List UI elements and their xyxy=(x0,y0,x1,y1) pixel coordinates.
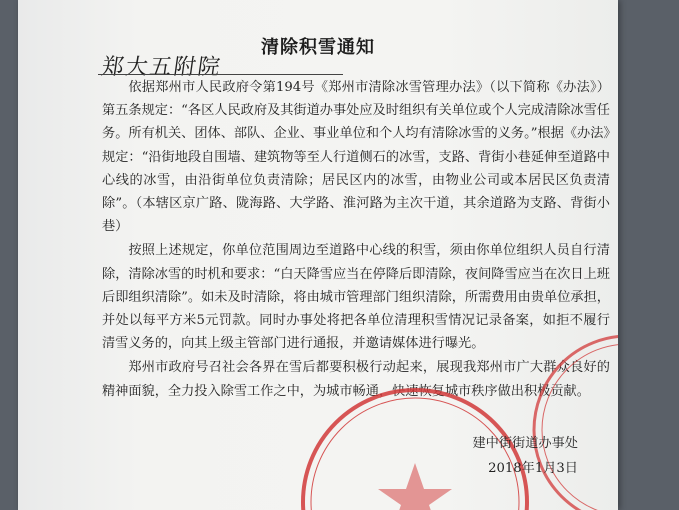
signature-date: 2018年1月3日 xyxy=(488,461,578,476)
notice-title: 清除积雪通知 xyxy=(261,37,375,58)
addressee-handwritten: 郑大五附院 xyxy=(99,55,224,80)
notice-paper xyxy=(18,0,618,510)
paragraph-1: 依据郑州市人民政府令第194号《郑州市清除冰雪管理办法》（以下简称《办法》）第五条规定：“各区人民政府及其街道办事处应及时组织有关单位或个人完成清除冰雪任务。所有机关、团体、部队、企业、事业单位和个人均有清除冰雪的义务。”根据《办法》规定：“沿街地段自围墙、建筑物等至人行道侧石的冰雪，支路、背街小巷延伸至道路中心线的冰雪，由沿街单位负责清除；居民区内的冰雪，由物业公司或本居民区负责清除”。（本辖区京广路、陇海路、大学路、淮河路为主次干道，其余道路为支路、背街小巷） xyxy=(102,80,610,235)
signature-org: 建中街街道办事处 xyxy=(472,436,578,451)
paragraph-3: 郑州市政府号召社会各界在雪后都要积极行动起来，展现我郑州市广大群众良好的精神面貌，全力投入除雪工作之中，为城市畅通，快速恢复城市秩序做出积极贡献。 xyxy=(102,360,610,399)
signature-block xyxy=(473,431,579,481)
red-seal-stamp-partial xyxy=(528,330,618,510)
addressee-underline xyxy=(98,74,343,75)
paragraph-2: 按照上述规定，你单位范围周边至道路中心线的积雪，须由你单位组织人员自行清除，清除冰雪的时机和要求：“白天降雪应当在停降后即清除，夜间降雪应当在次日上班后即组织清除”。如未及时清除，将由城市管理部门组织清除，所需费用由贵单位承担，并处以每平方米5元罚款。同时办事处将把各单位清理积雪情况记录备案，如拒不履行清雪义务的，向其上级主管部门进行通报，并邀请媒体进行曝光。 xyxy=(102,243,610,352)
